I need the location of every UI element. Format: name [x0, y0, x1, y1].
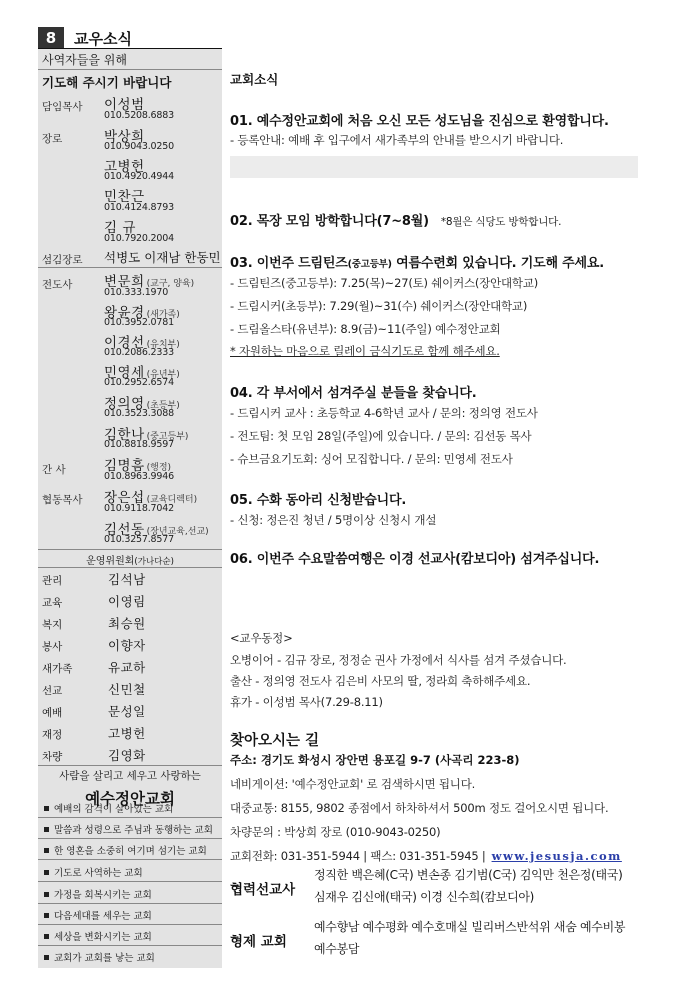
- staff-phone: 010.4124.8793: [104, 202, 174, 213]
- staff-name: 정의영 (초등부): [104, 396, 180, 412]
- committee-name: 이향자: [108, 638, 146, 653]
- staff-phone: 010.4920.4944: [104, 171, 174, 182]
- notice-4-line: - 전도팀: 첫 모임 28일(주일)에 있습니다. / 문의: 김선동 목사: [230, 429, 532, 443]
- staff-name: 고병헌: [104, 159, 145, 175]
- committee-role: 봉사: [42, 641, 63, 653]
- section-header: [38, 27, 132, 49]
- section-title: 교우소식: [74, 29, 132, 48]
- member-news-line: 휴가 - 이성범 목사(7.29-8.11): [230, 695, 383, 709]
- value-item: 기도로 사역하는 교회: [44, 865, 143, 879]
- value-item: 다음세대를 세우는 교회: [44, 908, 152, 922]
- staff-name: 석병도 이재남 한동민: [104, 250, 221, 265]
- notice-4-line: - 드림시커 교사 : 초등학교 4-6학년 교사 / 문의: 정의영 전도사: [230, 406, 538, 420]
- sidebar-divider: [38, 859, 222, 860]
- contact-line: 교회전화: 031-351-5944 | 팩스: 031-351-5945 | www.jesusja.com: [230, 849, 622, 863]
- bullet-square-icon: [44, 913, 49, 918]
- bullet-square-icon: [44, 848, 49, 853]
- staff-name: 이성범: [104, 97, 145, 113]
- notice-4-title: 04. 각 부서에서 섬겨주실 분들을 찾습니다.: [230, 386, 477, 401]
- notice-1-title: 01. 예수정안교회에 처음 오신 모든 성도님을 진심으로 환영합니다.: [230, 114, 609, 129]
- staff-name: 박상희: [104, 129, 145, 145]
- staff-phone: 010.9043.0250: [104, 141, 174, 152]
- sidebar-divider: [38, 838, 222, 839]
- staff-role: 담임목사: [42, 101, 83, 113]
- committee-role: 새가족: [42, 663, 73, 675]
- committee-name: 문성일: [108, 704, 146, 719]
- member-news-line: 출산 - 정의영 전도사 김은비 사모의 딸, 정라희 축하해주세요.: [230, 674, 531, 688]
- staff-name: 장은섭 (교육디렉터): [104, 490, 198, 506]
- notice-5-title: 05. 수화 동아리 신청받습니다.: [230, 493, 407, 508]
- notice-2-title: 02. 목장 모임 방학합니다(7~8월) *8월은 식당도 방학합니다.: [230, 214, 562, 229]
- bullet-square-icon: [44, 806, 49, 811]
- page-number-badge: 8: [38, 27, 64, 49]
- church-address: 주소: 경기도 화성시 장안면 용포길 9-7 (사곡리 223-8): [230, 753, 520, 767]
- website-link[interactable]: www.jesusja.com: [491, 849, 622, 863]
- notice-3-line: - 드림틴즈(중고등부): 7.25(목)~27(토) 쉐이커스(장안대학교): [230, 276, 539, 290]
- sidebar-divider: [38, 881, 222, 882]
- committee-name: 김석남: [108, 572, 146, 587]
- committee-role: 차량: [42, 751, 63, 763]
- value-item: 세상을 변화시키는 교회: [44, 929, 152, 943]
- sidebar-divider: [38, 267, 222, 268]
- staff-phone: 010.3523.3088: [104, 408, 174, 419]
- committee-name: 김영화: [108, 748, 146, 763]
- transit-info: 대중교통: 8155, 9802 종점에서 하차하셔서 500m 정도 걸어오시면 됩니다.: [230, 801, 609, 815]
- staff-role: 협동목사: [42, 494, 83, 506]
- prayer-request-line2: 기도해 주시기 바랍니다: [42, 75, 172, 90]
- staff-name: 왕윤경 (새가족): [104, 305, 180, 321]
- sidebar-divider: [38, 567, 222, 568]
- staff-phone: 010.7920.2004: [104, 233, 174, 244]
- main-section-title: 교회소식: [230, 72, 279, 87]
- committee-role: 관리: [42, 575, 63, 587]
- notice-3-line: - 드림올스타(유년부): 8.9(금)~11(주일) 예수정안교회: [230, 322, 501, 336]
- directions-title: 찾아오시는 길: [230, 733, 320, 749]
- committee-name: 신민철: [108, 682, 146, 697]
- car-inquiry: 차량문의 : 박상희 장로 (010-9043-0250): [230, 825, 441, 839]
- committee-title: 운영위원회(가나다순): [86, 556, 174, 567]
- value-item: 말씀과 성령으로 주님과 동행하는 교회: [44, 822, 213, 836]
- church-name: 예수정안교회: [85, 790, 175, 808]
- brother-church-label: 형제 교회: [230, 934, 287, 950]
- sidebar-divider: [38, 765, 222, 766]
- member-news-title: <교우동정>: [230, 631, 293, 645]
- sidebar-divider: [38, 945, 222, 946]
- committee-name: 고병헌: [108, 726, 146, 741]
- value-item: 교회가 교회를 낳는 교회: [44, 950, 155, 964]
- value-item: 가정을 회복시키는 교회: [44, 887, 152, 901]
- notice-3-line: - 드림시커(초등부): 7.29(월)~31(수) 쉐이커스(장안대학교): [230, 299, 528, 313]
- value-item: 예배의 감격이 살아있는 교회: [44, 801, 173, 815]
- committee-role: 선교: [42, 685, 63, 697]
- sidebar: [38, 49, 222, 968]
- staff-phone: 010.8818.9597: [104, 439, 174, 450]
- staff-name: 김한나 (중고등부): [104, 427, 189, 443]
- notice-6-title: 06. 이번주 수요말씀여행은 이경 선교사(캄보디아) 섬겨주십니다.: [230, 552, 600, 567]
- sidebar-divider: [38, 924, 222, 925]
- committee-name: 최승원: [108, 616, 146, 631]
- notice-3-title: 03. 이번주 드림틴즈(중고등부) 여름수련회 있습니다. 기도해 주세요.: [230, 256, 604, 271]
- committee-role: 교육: [42, 597, 63, 609]
- navigation-info: 네비게이션: '예수정안교회' 로 검색하시면 됩니다.: [230, 777, 476, 791]
- bullet-square-icon: [44, 827, 49, 832]
- brother-church-list: 예수향남 예수평화 예수호매실 빌리버스반석위 새숨 예수비봉: [314, 920, 626, 934]
- sidebar-divider: [38, 69, 222, 70]
- bullet-square-icon: [44, 934, 49, 939]
- sidebar-divider: [38, 549, 222, 550]
- staff-phone: 010.2952.6574: [104, 377, 174, 388]
- prayer-request-line1: 사역자들을 위해: [42, 53, 127, 67]
- staff-phone: 010.3952.0781: [104, 317, 174, 328]
- staff-name: 민영세 (유년부): [104, 365, 180, 381]
- sidebar-divider: [38, 903, 222, 904]
- staff-phone: 010.3257.8577: [104, 534, 174, 545]
- bullet-square-icon: [44, 892, 49, 897]
- brother-church-list: 예수봉담: [314, 942, 360, 956]
- staff-phone: 010.9118.7042: [104, 503, 174, 514]
- missionary-list: 정직한 백은혜(C국) 변손종 김기범(C국) 김익만 천은정(태국): [314, 868, 623, 882]
- committee-name: 유교하: [108, 660, 146, 675]
- staff-name: 김 규: [104, 220, 136, 236]
- staff-name: 변문희 (교구, 양육): [104, 274, 195, 290]
- committee-name: 이영림: [108, 594, 146, 609]
- staff-role: 전도사: [42, 279, 73, 291]
- staff-role: 장로: [42, 133, 63, 145]
- staff-phone: 010.5208.6883: [104, 110, 174, 121]
- committee-role: 복지: [42, 619, 63, 631]
- missionary-list: 심재우 김신애(태국) 이경 신수희(캄보디아): [314, 890, 535, 904]
- staff-name: 김명흠 (행정): [104, 458, 172, 474]
- staff-name: 이경선 (유치부): [104, 335, 180, 351]
- staff-role: 섬김장로: [42, 254, 83, 266]
- notice-3-relay: * 자원하는 마음으로 릴레이 금식기도로 함께 해주세요.: [230, 344, 500, 358]
- committee-role: 예배: [42, 707, 63, 719]
- staff-phone: 010.333.1970: [104, 287, 169, 298]
- staff-phone: 010.8963.9946: [104, 471, 174, 482]
- member-news-line: 오병이어 - 김규 장로, 정정순 권사 가정에서 식사를 섬겨 주셨습니다.: [230, 653, 567, 667]
- staff-name: 김선동 (장년교육,선교): [104, 522, 209, 538]
- church-slogan: 사람을 살리고 세우고 사랑하는: [59, 770, 201, 782]
- sidebar-divider: [38, 817, 222, 818]
- value-item: 한 영혼을 소중히 여기며 섬기는 교회: [44, 843, 207, 857]
- committee-role: 재정: [42, 729, 63, 741]
- notice-4-line: - 슈브금요기도회: 싱어 모집합니다. / 문의: 민영세 전도사: [230, 452, 513, 466]
- bullet-square-icon: [44, 870, 49, 875]
- blank-highlight-bar: [230, 156, 638, 178]
- staff-role: 간 사: [42, 464, 66, 476]
- missionary-label: 협력선교사: [230, 882, 296, 898]
- bullet-square-icon: [44, 955, 49, 960]
- staff-name: 민찬근: [104, 189, 145, 205]
- staff-phone: 010.2086.2333: [104, 347, 174, 358]
- notice-5-text: - 신청: 정은진 청년 / 5명이상 신청시 개설: [230, 513, 437, 527]
- notice-1-text: - 등록안내: 예배 후 입구에서 새가족부의 안내를 받으시기 바랍니다.: [230, 133, 564, 147]
